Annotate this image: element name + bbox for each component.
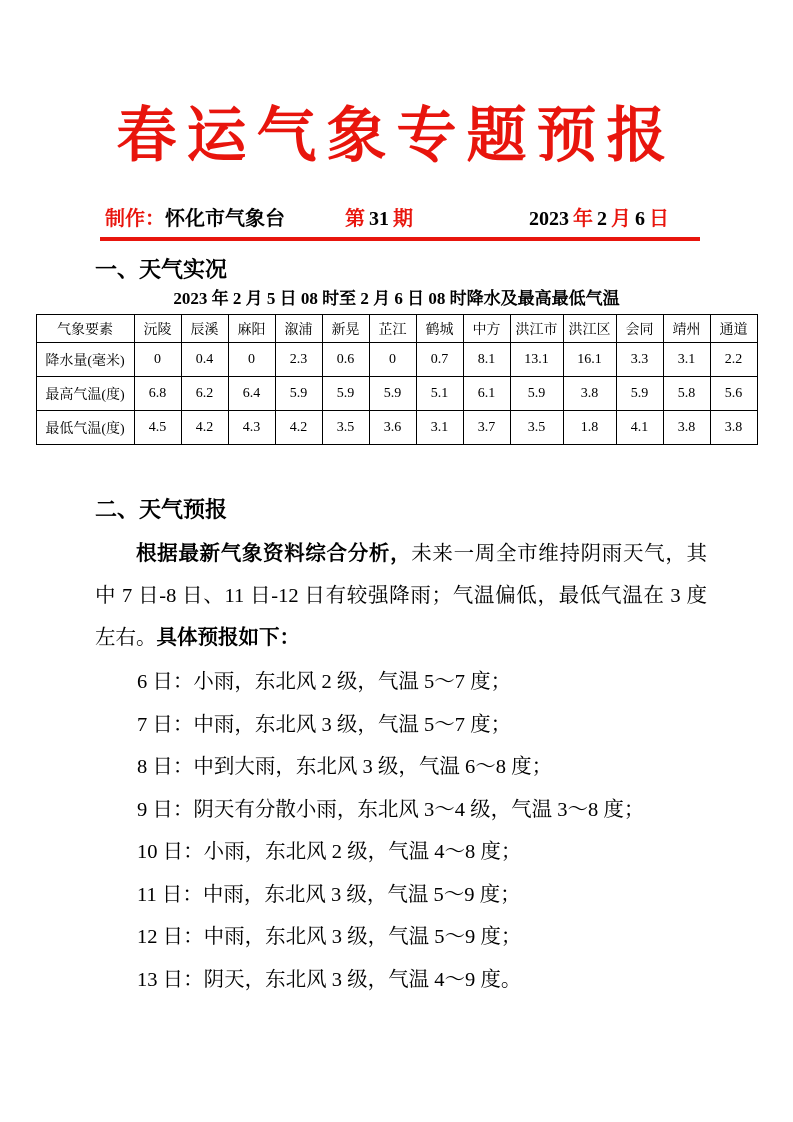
table-cell: 0.7 (416, 343, 463, 377)
column-header: 靖州 (663, 315, 710, 343)
issue-line (345, 204, 413, 234)
table-cell: 8.1 (463, 343, 510, 377)
forecast-item-day7: 7 日：中雨，东北风 3 级，气温 5～7 度； (137, 713, 512, 736)
table-cell: 6.8 (134, 377, 181, 411)
table-cell: 3.3 (616, 343, 663, 377)
table-cell: 2.3 (275, 343, 322, 377)
table-cell: 4.5 (134, 411, 181, 445)
table-cell: 5.9 (369, 377, 416, 411)
table-cell: 5.9 (510, 377, 563, 411)
header-divider-rule (100, 237, 700, 241)
table-cell: 6.1 (463, 377, 510, 411)
issue-suffix: 期 (393, 208, 413, 230)
table-cell: 0.6 (322, 343, 369, 377)
date-line (525, 204, 669, 234)
column-header: 中方 (463, 315, 510, 343)
weather-observation-table (36, 314, 758, 445)
issue-prefix: 第 (345, 208, 365, 230)
table-cell: 6.2 (181, 377, 228, 411)
issue-number: 31 (369, 208, 389, 230)
table-cell: 3.8 (563, 377, 616, 411)
column-header: 通道 (710, 315, 757, 343)
column-header: 洪江市 (510, 315, 563, 343)
maker-line (105, 204, 285, 234)
table-cell: 5.9 (275, 377, 322, 411)
column-header: 辰溪 (181, 315, 228, 343)
forecast-summary-paragraph (95, 533, 707, 659)
column-header: 溆浦 (275, 315, 322, 343)
column-header: 气象要素 (36, 315, 134, 343)
table-cell: 4.2 (181, 411, 228, 445)
forecast-item-day12: 12 日：中雨，东北风 3 级，气温 5～9 度； (137, 926, 522, 948)
table-cell: 5.6 (710, 377, 757, 411)
table-cell: 2.2 (710, 343, 757, 377)
table-cell: 13.1 (510, 343, 563, 377)
table-cell: 5.1 (416, 377, 463, 411)
row-label: 最高气温(度) (36, 377, 134, 411)
daily-forecast-list (137, 661, 793, 1001)
table-cell: 16.1 (563, 343, 616, 377)
table-cell: 3.8 (663, 411, 710, 445)
column-header: 芷江 (369, 315, 416, 343)
date-month-unit: 月 (611, 208, 631, 230)
summary-tail: 具体预报如下： (156, 627, 300, 649)
forecast-item-day9: 9 日：阴天有分散小雨，东北风 3～4 级，气温 3～8 度； (137, 798, 645, 821)
table-cell: 3.7 (463, 411, 510, 445)
forecast-item-day11: 11 日：中雨，东北风 3 级，气温 5～9 度； (137, 883, 521, 906)
table-cell: 0 (228, 343, 275, 377)
forecast-item-day6: 6 日：小雨，东北风 2 级，气温 5～7 度； (137, 671, 512, 693)
forecast-item-day10: 10 日：小雨，东北风 2 级，气温 4～8 度； (137, 841, 522, 863)
table-cell: 4.3 (228, 411, 275, 445)
table-cell: 4.1 (616, 411, 663, 445)
date-year: 2023 (529, 208, 569, 230)
row-label: 降水量(毫米) (36, 343, 134, 377)
table-cell: 3.5 (510, 411, 563, 445)
table-cell: 6.4 (228, 377, 275, 411)
table-cell: 3.1 (663, 343, 710, 377)
date-year-unit: 年 (573, 208, 593, 230)
column-header: 沅陵 (134, 315, 181, 343)
summary-body: 未来一周全市维持阴雨天气，其中 7 日-8 日、11 日-12 日有较强降雨；气温偏低，最低气温在 3 度左右。 (95, 543, 707, 649)
maker-label: 制作： (105, 208, 165, 230)
date-month: 2 (597, 208, 607, 230)
forecast-item-day8: 8 日：中到大雨，东北风 3 级，气温 6～8 度； (137, 756, 553, 778)
table-cell: 5.8 (663, 377, 710, 411)
table-cell: 3.8 (710, 411, 757, 445)
table-row (36, 377, 757, 411)
column-header: 麻阳 (228, 315, 275, 343)
table-cell: 0.4 (181, 343, 228, 377)
table-cell: 1.8 (563, 411, 616, 445)
table-cell: 0 (134, 343, 181, 377)
table-row (36, 343, 757, 377)
date-day-unit: 日 (649, 208, 669, 230)
maker-value: 怀化市气象台 (165, 208, 285, 230)
table-cell: 3.1 (416, 411, 463, 445)
table-cell: 3.6 (369, 411, 416, 445)
column-header: 新晃 (322, 315, 369, 343)
table-row (36, 411, 757, 445)
column-header: 洪江区 (563, 315, 616, 343)
forecast-item-day13: 13 日：阴天，东北风 3 级，气温 4～9 度。 (137, 968, 522, 991)
section1-heading: 一、天气实况 (95, 257, 228, 282)
table-cell: 3.5 (322, 411, 369, 445)
weather-table-title: 2023 年 2 月 5 日 08 时至 2 月 6 日 08 时降水及最高最低气温 (173, 289, 620, 308)
summary-intro: 根据最新气象资料综合分析， (136, 543, 412, 565)
table-cell: 4.2 (275, 411, 322, 445)
column-header: 鹤城 (416, 315, 463, 343)
row-label: 最低气温(度) (36, 411, 134, 445)
date-day: 6 (635, 208, 645, 230)
table-header-row (36, 315, 757, 343)
table-cell: 5.9 (616, 377, 663, 411)
meta-row (0, 204, 793, 234)
table-cell: 0 (369, 343, 416, 377)
doc-title: 春运气象专题预报 (116, 103, 677, 169)
table-cell: 5.9 (322, 377, 369, 411)
section2-heading: 二、天气预报 (95, 497, 228, 522)
column-header: 会同 (616, 315, 663, 343)
